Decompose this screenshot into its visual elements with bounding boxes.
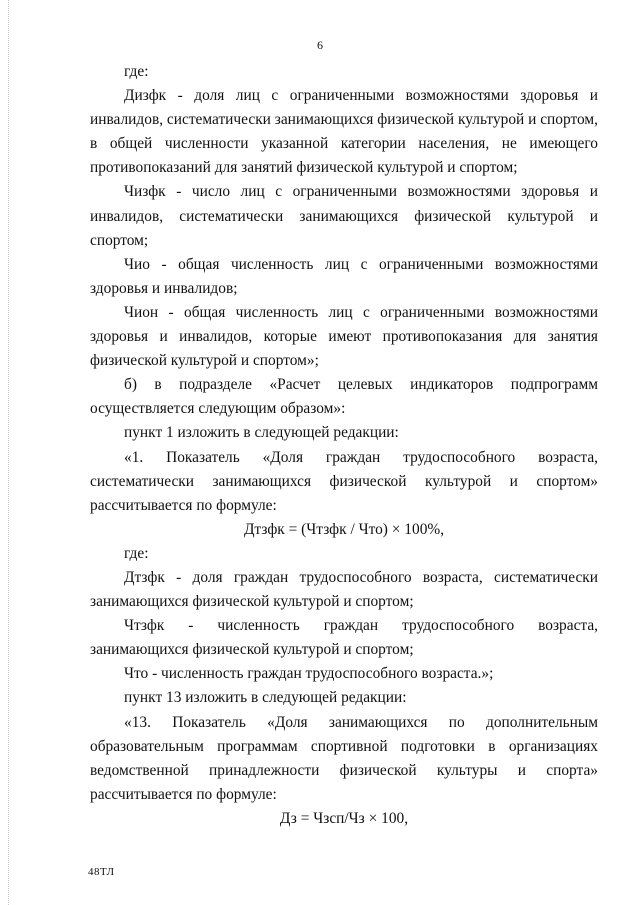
paragraph-item-1-intro: пункт 1 изложить в следующей редакции:: [124, 424, 399, 442]
paragraph-dizfk-definition: Дизфк - доля лиц с ограниченными возможностями здоровья и инвалидов, систематически занимающихся физической культурой и спортом, в общей численности указанной категории населения, не имеющего противопоказаний для занятий физической культурой и спортом;: [90, 87, 598, 177]
paragraph-chion-definition: Чион - общая численность лиц с ограниченными возможностями здоровья и инвалидов, которые имеют противопоказания для занятия физической культурой и спортом»;: [90, 303, 598, 370]
page-number: 6: [317, 38, 323, 52]
paragraph-chio-definition: Чио - общая численность лиц с ограниченными возможностями здоровья и инвалидов;: [90, 255, 598, 297]
paragraph-subsection-b: б) в подразделе «Расчет целевых индикаторов подпрограмм осуществляется следующим образом»:: [90, 376, 598, 418]
document-body: [90, 60, 598, 831]
paragraph-where-2: где:: [124, 544, 149, 562]
paragraph-where-1: где:: [124, 63, 149, 80]
paragraph-chizfk-definition: Чизфк - число лиц с ограниченными возможностями здоровья и инвалидов, систематически занимающихся физической культурой и спортом;: [90, 183, 598, 249]
paragraph-indicator-13: «13. Показатель «Доля занимающихся по дополнительным образовательным программам спортивной подготовки в организациях ведомственной принадлежности физической культуры и спорта» рассчитывается по формуле:: [90, 713, 598, 803]
footer-code: 48ТЛ: [88, 866, 115, 878]
formula-dz: Дз = Чзсп/Чз × 100,: [279, 809, 409, 827]
paragraph-chtzfk-definition: Чтзфк - численность граждан трудоспособного возраста, занимающихся физической культурой и спортом;: [90, 617, 598, 659]
formula-dtzfk: Дтзфк = (Чтзфк / Что) × 100%,: [243, 520, 445, 538]
paragraph-chto-definition: Что - численность граждан трудоспособного возраста.»;: [124, 665, 494, 683]
scan-edge-line: [8, 0, 10, 905]
paragraph-item-13-intro: пункт 13 изложить в следующей редакции:: [124, 689, 407, 707]
paragraph-indicator-1: «1. Показатель «Доля граждан трудоспособного возраста, систематически занимающихся физической культурой и спортом» рассчитывается по формуле:: [90, 448, 598, 514]
paragraph-dtzfk-definition: Дтзфк - доля граждан трудоспособного возраста, систематически занимающихся физической культурой и спортом;: [90, 568, 598, 611]
